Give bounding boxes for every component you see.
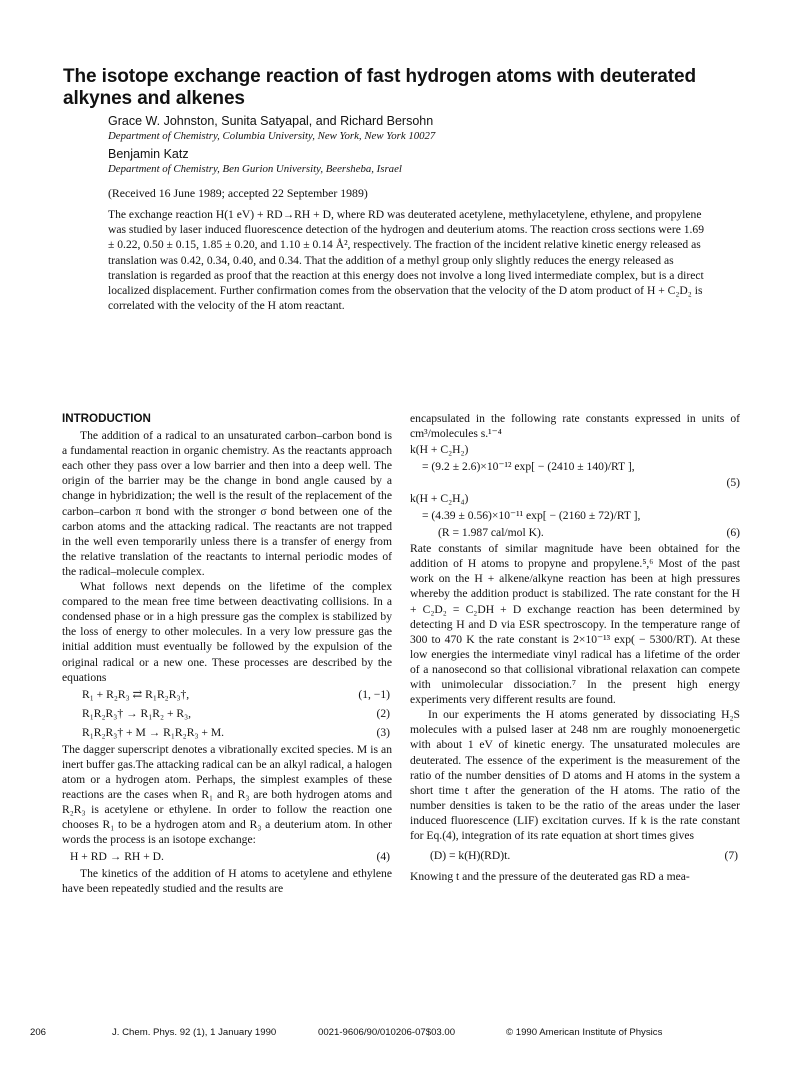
affiliation-secondary: Department of Chemistry, Ben Gurion University, Beersheba, Israel (108, 163, 402, 175)
equation-text: (R = 1.987 cal/mol K). (438, 526, 544, 540)
paragraph: encapsulated in the following rate constants expressed in units of cm³/molecules s.¹⁻⁴ (410, 412, 740, 441)
article-title: The isotope exchange reaction of fast hydrogen atoms with deuterated alkynes and alkenes (63, 66, 696, 109)
paragraph: What follows next depends on the lifetime of the complex compared to the mean free time between deactivating collisions. In a condensed phase or in a high pressure gas the complex is stabilized by the loss of energy to other molecules. In a very low pressure gas the initial addition must eventually be followed by the expulsion of the original radical or a new one. These processes are described by the equations (62, 580, 392, 684)
equation-number: (7) (724, 849, 738, 863)
journal-citation: J. Chem. Phys. 92 (1), 1 January 1990 (112, 1027, 277, 1038)
equation-number: (5) (726, 476, 740, 490)
equation-number: (6) (726, 526, 740, 540)
equation-5-rhs: = (9.2 ± 2.6)×10⁻¹² exp[ − (2410 ± 140)/RT ], (422, 460, 635, 474)
equation-text: R₁ + R₂R₃ ⇄ R₁R₂R₃†, (82, 687, 190, 701)
equation-number: (2) (376, 706, 390, 720)
equation-6-lhs: k(H + C₂H₄) (410, 492, 469, 506)
equation-5-lhs: k(H + C₂H₂) (410, 443, 469, 457)
page-number: 206 (30, 1027, 47, 1038)
article-code: 0021-9606/90/010206-07$03.00 (318, 1027, 456, 1038)
left-column (62, 411, 392, 897)
paragraph: The kinetics of the addition of H atoms to acetylene and ethylene have been repeatedly studied and the results are (62, 867, 392, 896)
paragraph: The addition of a radical to an unsaturated carbon–carbon bond is a fundamental reaction in organic chemistry. As the reactants approach each other they pass over a low barrier and then into a deep well. The origin of the barrier may be the change in bond angle caused by a change in hybridization; the well is the result of the replacement of the carbon–carbon π bond with the stronger σ bond between one of the carbon atoms and the attacking radical. The reactants are not trapped in the well even temporarily unless there is a transfer of energy from the relative translation of the reactants to internal periodic modes of the radical–molecule complex. (62, 429, 392, 578)
equation-number: (3) (376, 725, 390, 739)
copyright-notice: © 1990 American Institute of Physics (506, 1027, 663, 1038)
equation-number: (1, −1) (358, 687, 390, 701)
equation-7 (410, 843, 740, 869)
equation-2 (62, 704, 392, 723)
equation-6-rhs: = (4.39 ± 0.56)×10⁻¹¹ exp[ − (2160 ± 72)/RT ], (422, 509, 641, 523)
article-header (108, 113, 708, 313)
equation-text: R₁R₂R₃† → R₁R₂ + R₃, (82, 706, 192, 720)
right-column (410, 411, 740, 884)
paragraph: In our experiments the H atoms generated by dissociating H₂S molecules with a pulsed laser at 248 nm are roughly monoenergetic with about 1 eV of kinetic energy. The unsaturated molecules are deuterated. The essence of the experiment is the measurement of the ratio of the number densities of D atoms and H atoms in the system a short time t after the generation of the H atoms. The ratio of the number densities is taken to be the ratio of the areas under the laser induced fluorescence (LIF) excitation curves. If k is the rate constant for Eq.(4), integration of its rate equation at short times gives (410, 708, 740, 842)
paragraph: Rate constants of similar magnitude have been obtained for the addition of H atoms to propyne and propylene.⁵,⁶ Most of the past work on the H + alkene/alkyne reaction has been at high pressures whereby the addition product is stabilized. The rate constant for the H + C₂D₂ = C₂DH + D exchange reaction has been determined by detecting H and D via ESR spectroscopy. In the temperature range of 300 to 470 K the rate constant is 2×10⁻¹³ exp( − 5300/RT). At these low energies the intermediate vinyl radical has a lifetime of the order of a nanosecond so that collisional vibrational relaxation can compete with unimolecular dissociation.⁷ In the present high energy experiments very different results are found. (410, 542, 740, 707)
equation-4 (62, 847, 392, 866)
abstract-text: The exchange reaction H(1 eV) + RD→RH + D, where RD was deuterated acetylene, methylacetylene, ethylene, and propylene was studied by laser induced fluorescence detection of the hydrogen and deuterium atoms. The reaction cross sections were 1.69 ± 0.22, 0.50 ± 0.15, 1.85 ± 0.20, and 1.10 ± 0.14 Å², respectively. The fraction of the incident relative kinetic energy released as translation was 0.42, 0.34, 0.40, and 0.34. That the addition of a methyl group only slightly reduces the energy released as translation is regarded as proof that the reaction at this energy does not involve a long lived intermediate complex, but is a direct localized displacement. Further confirmation comes from the observation that the velocity of the D atom product of H + C₂D₂ is correlated with the velocity of the H atom reactant. (108, 208, 705, 313)
received-dates: (Received 16 June 1989; accepted 22 September 1989) (108, 186, 368, 200)
equation-number: (4) (376, 850, 390, 864)
equation-3 (62, 723, 392, 742)
equation-text: R₁R₂R₃† + M → R₁R₂R₃ + M. (82, 725, 225, 739)
equation-text: (D) = k(H)(RD)t. (430, 849, 511, 863)
authors-primary: Grace W. Johnston, Sunita Satyapal, and Richard Bersohn (108, 114, 434, 128)
equation-text: H + RD → RH + D. (70, 850, 164, 864)
authors-secondary: Benjamin Katz (108, 147, 189, 161)
affiliation-primary: Department of Chemistry, Columbia University, New York, New York 10027 (108, 130, 436, 142)
section-heading-introduction: INTRODUCTION (62, 412, 151, 425)
equation-1 (62, 685, 392, 704)
paragraph: The dagger superscript denotes a vibrationally excited species. M is an inert buffer gas.The attacking radical can be an alkyl radical, a halogen atom or a hydrogen atom. Perhaps, the simplest examples of these reactions are the cases when R₁ and R₃ are both hydrogen atoms and R₂R₃ is acetylene or ethylene. In order to follow the reaction one chooses R₁ to be a hydrogen atom and R₃ a deuterium atom. In other words the process is an isotope exchange: (62, 742, 392, 847)
paragraph: Knowing t and the pressure of the deuterated gas RD a mea- (410, 870, 690, 884)
abstract (108, 207, 708, 313)
equation-6-constant (410, 524, 740, 541)
